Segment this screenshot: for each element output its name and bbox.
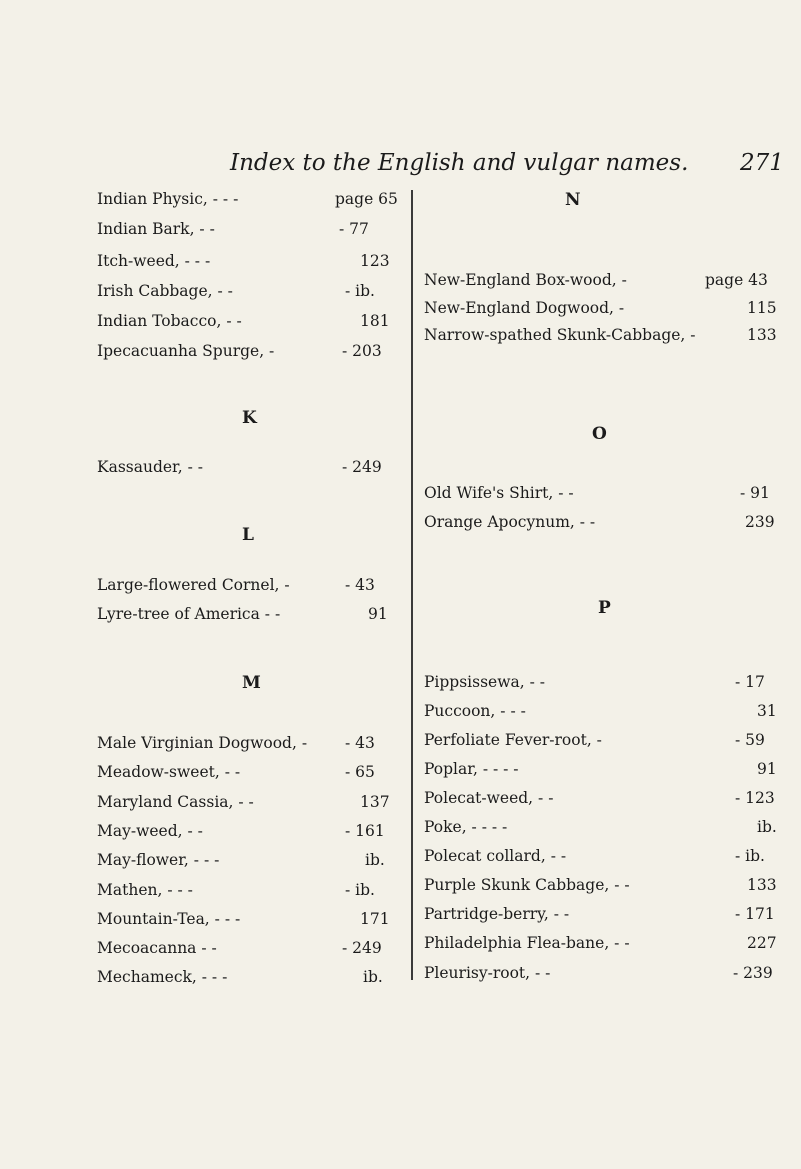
index-entry-name: Purple Skunk Cabbage, - -: [424, 876, 630, 894]
index-entry-name: Narrow-spathed Skunk-Cabbage, -: [424, 326, 696, 344]
index-entry-page: ib.: [363, 968, 383, 986]
index-entry-name: Meadow-sweet, - -: [97, 763, 241, 781]
index-entry-name: Pippsissewa, - -: [424, 673, 545, 691]
index-entry-page: 123: [360, 252, 390, 270]
index-entry-page: - 77: [339, 220, 369, 238]
index-entry-name: New-England Box-wood, -: [424, 271, 627, 289]
section-letter-n: N: [565, 190, 581, 210]
index-entry-name: Poke, - - - -: [424, 818, 508, 836]
index-entry-name: New-England Dogwood, -: [424, 299, 625, 317]
index-entry-page: 239: [745, 513, 775, 531]
index-entry-page: - 249: [342, 939, 382, 957]
index-entry-page: - ib.: [345, 282, 375, 300]
index-entry-page: - 43: [345, 576, 375, 594]
running-header: Index to the English and vulgar names.: [230, 150, 689, 176]
index-entry-page: 115: [747, 299, 777, 317]
index-entry-name: Philadelphia Flea-bane, - -: [424, 934, 630, 952]
index-entry-page: - 123: [735, 789, 775, 807]
index-entry-page: - ib.: [345, 881, 375, 899]
index-entry-name: Male Virginian Dogwood, -: [97, 734, 308, 752]
section-letter-o: O: [592, 424, 607, 444]
index-entry-name: Ipecacuanha Spurge, -: [97, 342, 275, 360]
index-entry-page: - ib.: [735, 847, 765, 865]
index-entry-name: Indian Bark, - -: [97, 220, 215, 238]
index-entry-name: May-weed, - -: [97, 822, 203, 840]
index-entry-page: - 65: [345, 763, 375, 781]
index-entry-name: Itch-weed, - - -: [97, 252, 211, 270]
index-entry-page: 133: [747, 326, 777, 344]
index-entry-name: Indian Tobacco, - -: [97, 312, 242, 330]
index-entry-page: 133: [747, 876, 777, 894]
index-entry-page: 137: [360, 793, 390, 811]
index-entry-name: Large-flowered Cornel, -: [97, 576, 290, 594]
section-letter-p: P: [598, 598, 611, 618]
index-entry-name: Kassauder, - -: [97, 458, 204, 476]
index-entry-page: ib.: [365, 851, 385, 869]
index-entry-page: 171: [360, 910, 390, 928]
index-entry-name: Mechameck, - - -: [97, 968, 228, 986]
index-entry-name: Mecoacanna - -: [97, 939, 217, 957]
page-number: 271: [740, 150, 784, 176]
index-entry-page: - 17: [735, 673, 765, 691]
index-entry-name: Polecat collard, - -: [424, 847, 567, 865]
index-entry-name: Old Wife's Shirt, - -: [424, 484, 574, 502]
index-entry-name: Perfoliate Fever-root, -: [424, 731, 602, 749]
index-entry-page: - 43: [345, 734, 375, 752]
index-entry-page: 181: [360, 312, 390, 330]
section-letter-k: K: [242, 408, 257, 428]
index-entry-page: 91: [757, 760, 777, 778]
index-entry-name: Poplar, - - - -: [424, 760, 519, 778]
index-entry-page: - 161: [345, 822, 385, 840]
index-entry-page: ib.: [757, 818, 777, 836]
section-letter-m: M: [242, 673, 261, 693]
index-entry-name: Lyre-tree of America - -: [97, 605, 281, 623]
index-entry-name: Indian Physic, - - -: [97, 190, 239, 208]
index-entry-page: - 59: [735, 731, 765, 749]
index-entry-name: Maryland Cassia, - -: [97, 793, 254, 811]
index-entry-page: - 239: [733, 964, 773, 982]
column-divider: [411, 190, 413, 980]
index-entry-name: May-flower, - - -: [97, 851, 220, 869]
index-entry-name: Irish Cabbage, - -: [97, 282, 233, 300]
index-entry-page: - 203: [342, 342, 382, 360]
index-entry-page: - 171: [735, 905, 775, 923]
index-entry-name: Polecat-weed, - -: [424, 789, 554, 807]
index-entry-name: Mathen, - - -: [97, 881, 193, 899]
index-entry-page: - 91: [740, 484, 770, 502]
index-entry-name: Puccoon, - - -: [424, 702, 526, 720]
index-entry-page: page 65: [335, 190, 398, 208]
index-entry-name: Partridge-berry, - -: [424, 905, 570, 923]
index-entry-name: Orange Apocynum, - -: [424, 513, 596, 531]
section-letter-l: L: [242, 525, 254, 545]
index-entry-page: 227: [747, 934, 777, 952]
index-entry-page: 31: [757, 702, 777, 720]
index-entry-name: Pleurisy-root, - -: [424, 964, 551, 982]
index-entry-page: 91: [368, 605, 388, 623]
index-entry-name: Mountain-Tea, - - -: [97, 910, 241, 928]
index-entry-page: - 249: [342, 458, 382, 476]
index-entry-page: page 43: [705, 271, 768, 289]
